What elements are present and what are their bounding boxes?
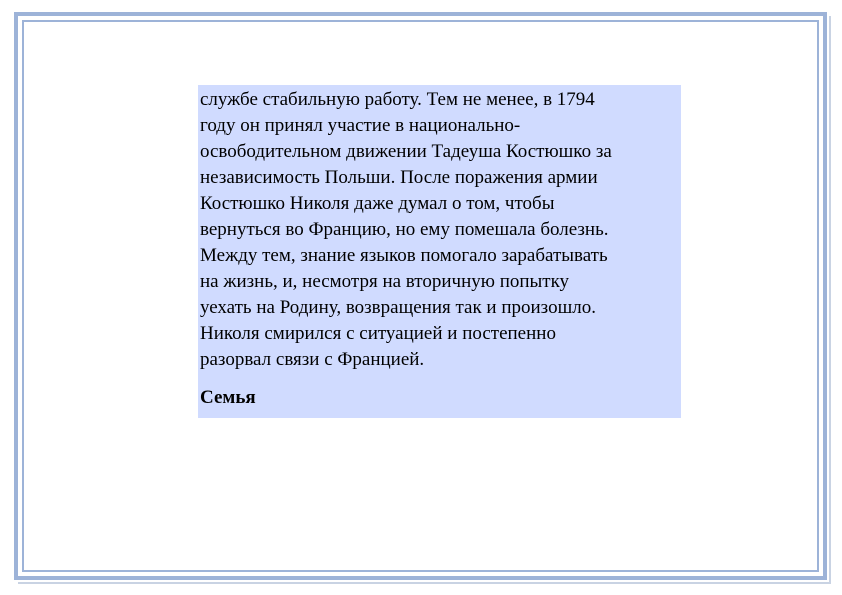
text-box[interactable] — [198, 85, 681, 418]
section-heading: Семья — [200, 387, 256, 408]
body-paragraph: службе стабильную работу. Тем не менее, в 1794 году он принял участие в национально- освободительном движении Тадеуша Костюшко за независимость Польши. После поражения армии Костюшко Николя даже думал о том, чтобы вернуться во Францию, но ему помешала болезнь. Между тем, знание языков помогало зарабатывать на жизнь, и, несмотря на вторичную попытку уехать на Родину, возвращения так и произошло. Николя смирился с ситуацией и постепенно разорвал связи с Францией. — [200, 89, 612, 370]
